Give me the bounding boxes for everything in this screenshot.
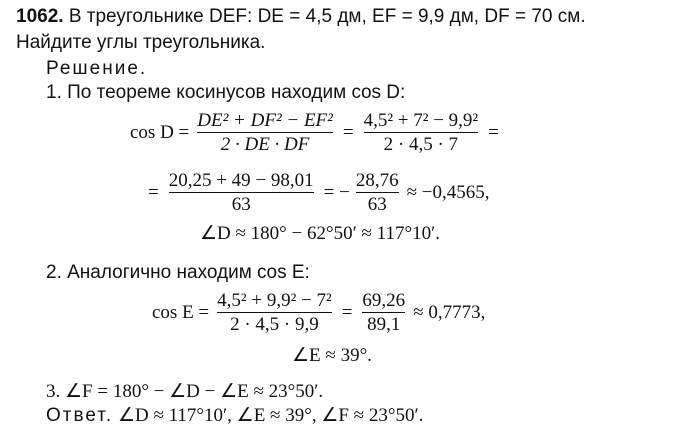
step1-text: 1. По теореме косинусов находим cos D:: [46, 82, 406, 103]
fraction-numerator: 28,76: [355, 170, 399, 191]
fraction-denominator: 89,1: [362, 312, 405, 336]
cosD-result: ≈ −0,4565,: [406, 181, 490, 203]
problem-statement-line1: В треугольнике DEF: DE = 4,5 дм, EF = 9,9 дм, DF = 70 см.: [68, 6, 586, 27]
answer-label: Ответ.: [46, 405, 114, 426]
step2-text: 2. Аналогично находим cos E:: [46, 262, 310, 283]
equals-sign: =: [488, 121, 499, 143]
fraction-denominator: 63: [169, 192, 314, 216]
angleD-result: ∠D ≈ 180° − 62°50′ ≈ 117°10′.: [200, 223, 440, 244]
cosD-sum-fraction: [169, 170, 314, 216]
equals-sign: =: [342, 121, 354, 143]
answer-text: ∠D ≈ 117°10′, ∠E ≈ 39°, ∠F ≈ 23°50′.: [117, 405, 424, 426]
fraction-numerator: 20,25 + 49 − 98,01: [168, 170, 314, 191]
cosE-lhs: cos E =: [152, 301, 210, 323]
equals-sign: =: [148, 181, 159, 203]
cosD-general-fraction: [197, 110, 333, 156]
solution-title: Решение.: [46, 58, 148, 79]
equals-minus: = −: [323, 181, 350, 203]
problem-header: [16, 6, 586, 28]
cosD-lhs: cos D =: [130, 121, 190, 143]
fraction-denominator: 63: [356, 192, 399, 216]
fraction-numerator: 69,26: [362, 290, 406, 311]
fraction-numerator: DE² + DF² − EF²: [197, 110, 333, 131]
fraction-numerator: 4,5² + 9,9² − 7²: [217, 290, 332, 311]
cosE-numeric-fraction: [217, 290, 332, 336]
problem-statement-line2: Найдите углы треугольника.: [16, 32, 266, 53]
cosD-computation: [148, 170, 490, 216]
fraction-denominator: 2 · DE · DF: [197, 132, 333, 156]
fraction-numerator: 4,5² + 7² − 9,9²: [363, 110, 479, 131]
cosE-result: ≈ 0,7773,: [413, 301, 486, 323]
problem-number: 1062.: [16, 6, 64, 27]
answer-line: [46, 404, 423, 427]
angleE-result: ∠E ≈ 39°.: [292, 345, 372, 366]
equals-sign: =: [341, 301, 353, 323]
cosD-formula: [130, 110, 499, 156]
fraction-denominator: 2 · 4,5 · 9,9: [217, 312, 332, 336]
cosE-formula: [152, 290, 485, 336]
fraction-denominator: 2 · 4,5 · 7: [364, 132, 479, 156]
cosE-reduced-fraction: [362, 290, 405, 336]
cosD-reduced-fraction: [356, 170, 399, 216]
step3-text: 3. ∠F = 180° − ∠D − ∠E ≈ 23°50′.: [46, 381, 324, 402]
cosD-numeric-fraction: [364, 110, 479, 156]
